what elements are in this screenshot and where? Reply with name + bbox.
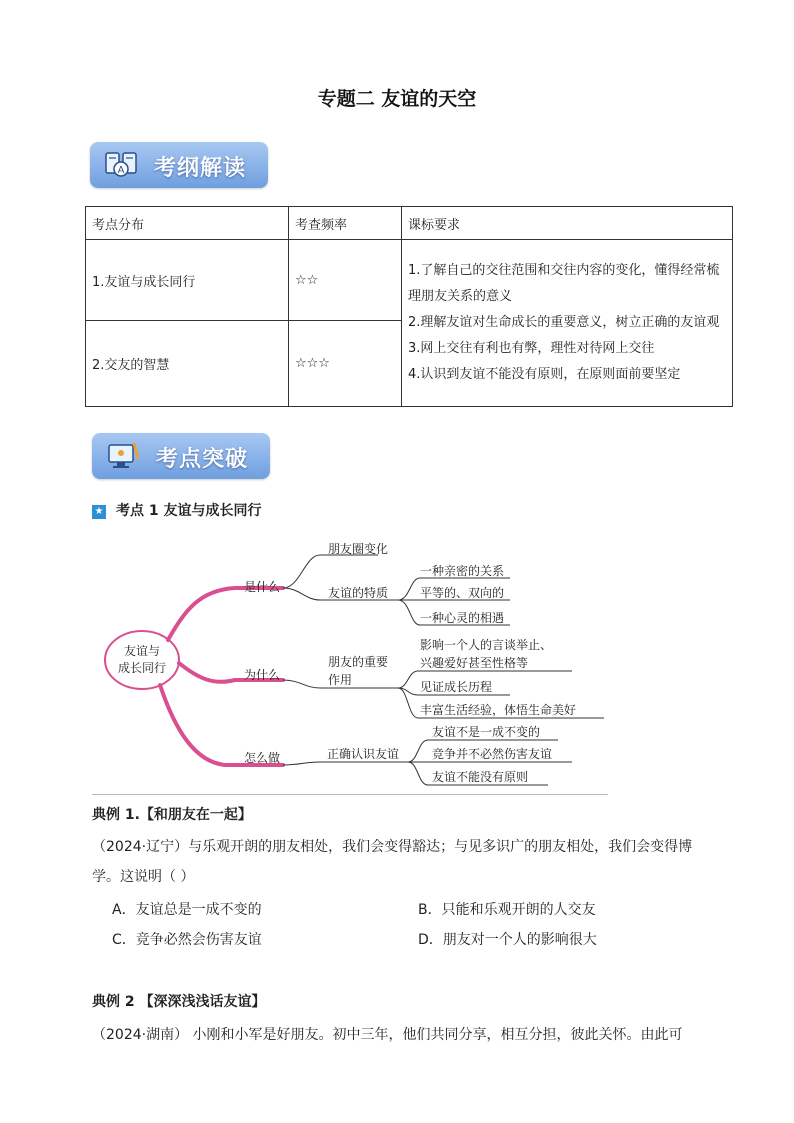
node-friend-circle: 朋友圈变化 bbox=[328, 542, 389, 556]
banner-label: 考点突破 bbox=[156, 447, 249, 472]
option-b[interactable]: B．只能和乐观开朗的人交友 bbox=[418, 902, 596, 918]
banner-label: 考纲解读 bbox=[154, 156, 247, 181]
requirement-item: 2.理解友谊对生命成长的重要意义，树立正确的友谊观 bbox=[408, 315, 720, 330]
importance-item: 丰富生活经验，体悟生命美好 bbox=[420, 703, 577, 717]
sub-connector bbox=[283, 762, 408, 765]
mind-map bbox=[0, 530, 794, 800]
book-icon bbox=[104, 148, 138, 182]
mind-map-root-label: 友谊与 bbox=[123, 644, 161, 658]
importance-item: 影响一个人的言谈举止、 bbox=[420, 638, 553, 652]
example2-heading: 典例 2 【深深浅浅话友谊】 bbox=[92, 994, 266, 1010]
node-friend-importance: 作用 bbox=[328, 673, 353, 687]
header-requirements: 课标要求 bbox=[402, 207, 733, 240]
trait-item: 平等的、双向的 bbox=[420, 586, 505, 600]
table-row bbox=[86, 240, 733, 321]
example1-stem: 学。这说明（ ） bbox=[92, 869, 195, 885]
option-c[interactable]: C．竞争必然会伤害友谊 bbox=[112, 932, 262, 948]
option-a[interactable]: A．友谊总是一成不变的 bbox=[112, 902, 262, 918]
topic-cell: 2.交友的智慧 bbox=[86, 321, 289, 407]
understanding-item: 友谊不是一成不变的 bbox=[432, 725, 541, 739]
importance-item: 见证成长历程 bbox=[420, 680, 493, 694]
requirements-cell bbox=[402, 240, 733, 407]
node-correct-understanding: 正确认识友谊 bbox=[327, 747, 400, 761]
understanding-item: 竞争并不必然伤害友谊 bbox=[432, 747, 553, 761]
branch-connector bbox=[168, 588, 283, 640]
branch-label-what: 是什么 bbox=[244, 580, 281, 594]
requirement-item: 4.认识到友谊不能没有原则，在原则面前要坚定 bbox=[408, 367, 681, 382]
standards-table bbox=[85, 206, 733, 407]
section-banner-outline bbox=[90, 142, 268, 188]
branch-label-how: 怎么做 bbox=[244, 751, 281, 765]
sub-connector bbox=[283, 555, 378, 588]
mind-map-root-label: 成长同行 bbox=[117, 661, 167, 675]
computer-icon bbox=[106, 439, 140, 473]
node-friendship-traits: 友谊的特质 bbox=[328, 586, 389, 600]
frequency-cell: ☆☆ bbox=[289, 240, 402, 321]
requirement-item: 1.了解自己的交往范围和交往内容的变化，懂得经常梳理朋友关系的意义 bbox=[408, 263, 720, 304]
key-point-title: ★ 考点 1 友谊与成长同行 bbox=[92, 500, 262, 520]
example1-heading: 典例 1.【和朋友在一起】 bbox=[92, 807, 252, 823]
importance-item: 兴趣爱好甚至性格等 bbox=[420, 656, 529, 670]
divider bbox=[92, 794, 608, 795]
frequency-cell: ☆☆☆ bbox=[289, 321, 402, 407]
header-frequency: 考查频率 bbox=[289, 207, 402, 240]
node-friend-importance: 朋友的重要 bbox=[328, 655, 389, 669]
header-topic: 考点分布 bbox=[86, 207, 289, 240]
topic-cell: 1.友谊与成长同行 bbox=[86, 240, 289, 321]
svg-text:A: A bbox=[117, 165, 125, 176]
trait-item: 一种亲密的关系 bbox=[420, 564, 505, 578]
requirement-item: 3.网上交往有利也有弊，理性对待网上交往 bbox=[408, 341, 655, 356]
trait-item: 一种心灵的相遇 bbox=[420, 611, 505, 625]
example2-stem: （2024·湖南） 小刚和小军是好朋友。初中三年，他们共同分享，相互分担，彼此关怀。由此可 bbox=[92, 1027, 683, 1043]
example1-stem: （2024·辽宁）与乐观开朗的朋友相处，我们会变得豁达；与见多识广的朋友相处，我们会变得博 bbox=[92, 839, 693, 855]
page-title: 专题二 友谊的天空 bbox=[317, 88, 477, 110]
star-icon: ★ bbox=[92, 505, 106, 519]
option-d[interactable]: D．朋友对一个人的影响很大 bbox=[418, 932, 597, 948]
table-header-row bbox=[86, 207, 733, 240]
branch-label-why: 为什么 bbox=[244, 668, 281, 682]
section-banner-breakthrough bbox=[92, 433, 270, 479]
understanding-item: 友谊不能没有原则 bbox=[432, 770, 529, 784]
